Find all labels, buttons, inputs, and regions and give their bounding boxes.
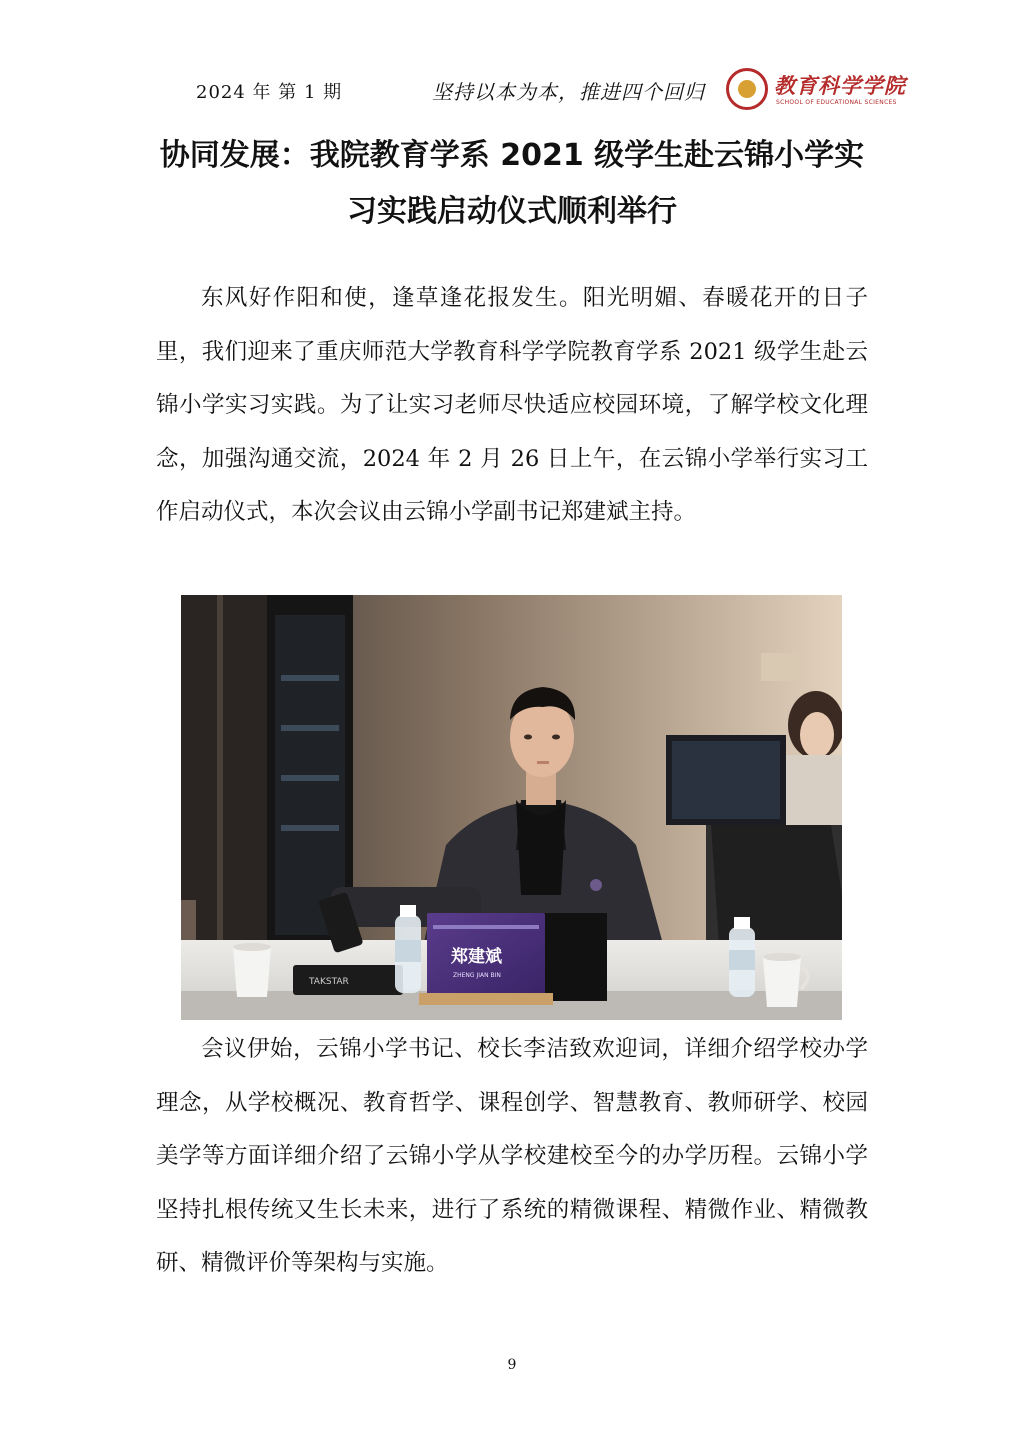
meeting-photo	[181, 595, 842, 1020]
school-seal-icon	[726, 68, 768, 110]
nameplate-pinyin: ZHENG JIAN BIN	[453, 972, 501, 979]
paragraph-1: 东风好作阳和使，逢草逢花报发生。阳光明媚、春暖花开的日子里，我们迎来了重庆师范大学教育科学学院教育学系 2021 级学生赴云锦小学实习实践。为了让实习老师尽快适应校园环境，了解学校文化理念，加强沟通交流，2024 年 2 月 26 日上午，在云锦小学举行实习工作启动仪式，本次会议由云锦小学副书记郑建斌主持。	[156, 285, 868, 525]
logo-subtitle: SCHOOL OF EDUCATIONAL SCIENCES	[776, 99, 897, 106]
paragraph-2: 会议伊始，云锦小学书记、校长李洁致欢迎词，详细介绍学校办学理念，从学校概况、教育哲学、课程创学、智慧教育、教师研学、校园美学等方面详细介绍了云锦小学从学校建校至今的办学历程。云锦小学坚持扎根传统又生长未来，进行了系统的精微课程、精微作业、精微教研、精微评价等架构与实施。	[156, 1036, 868, 1276]
device-brand-label: TAKSTAR	[309, 977, 349, 987]
title-line-2: 习实践启动仪式顺利举行	[347, 194, 677, 229]
header-motto: 坚持以本为本，推进四个回归	[432, 80, 705, 104]
school-logo	[726, 68, 906, 118]
page-header	[0, 60, 1024, 120]
meeting-photo-illustration	[181, 595, 842, 1020]
article-title	[150, 128, 874, 240]
title-line-1: 协同发展：我院教育学系 2021 级学生赴云锦小学实	[159, 138, 865, 173]
nameplate-name: 郑建斌	[451, 947, 502, 967]
page-number: 9	[507, 1357, 517, 1373]
issue-label: 2024 年 第 1 期	[196, 82, 343, 103]
logo-name: 教育科学学院	[774, 73, 906, 98]
